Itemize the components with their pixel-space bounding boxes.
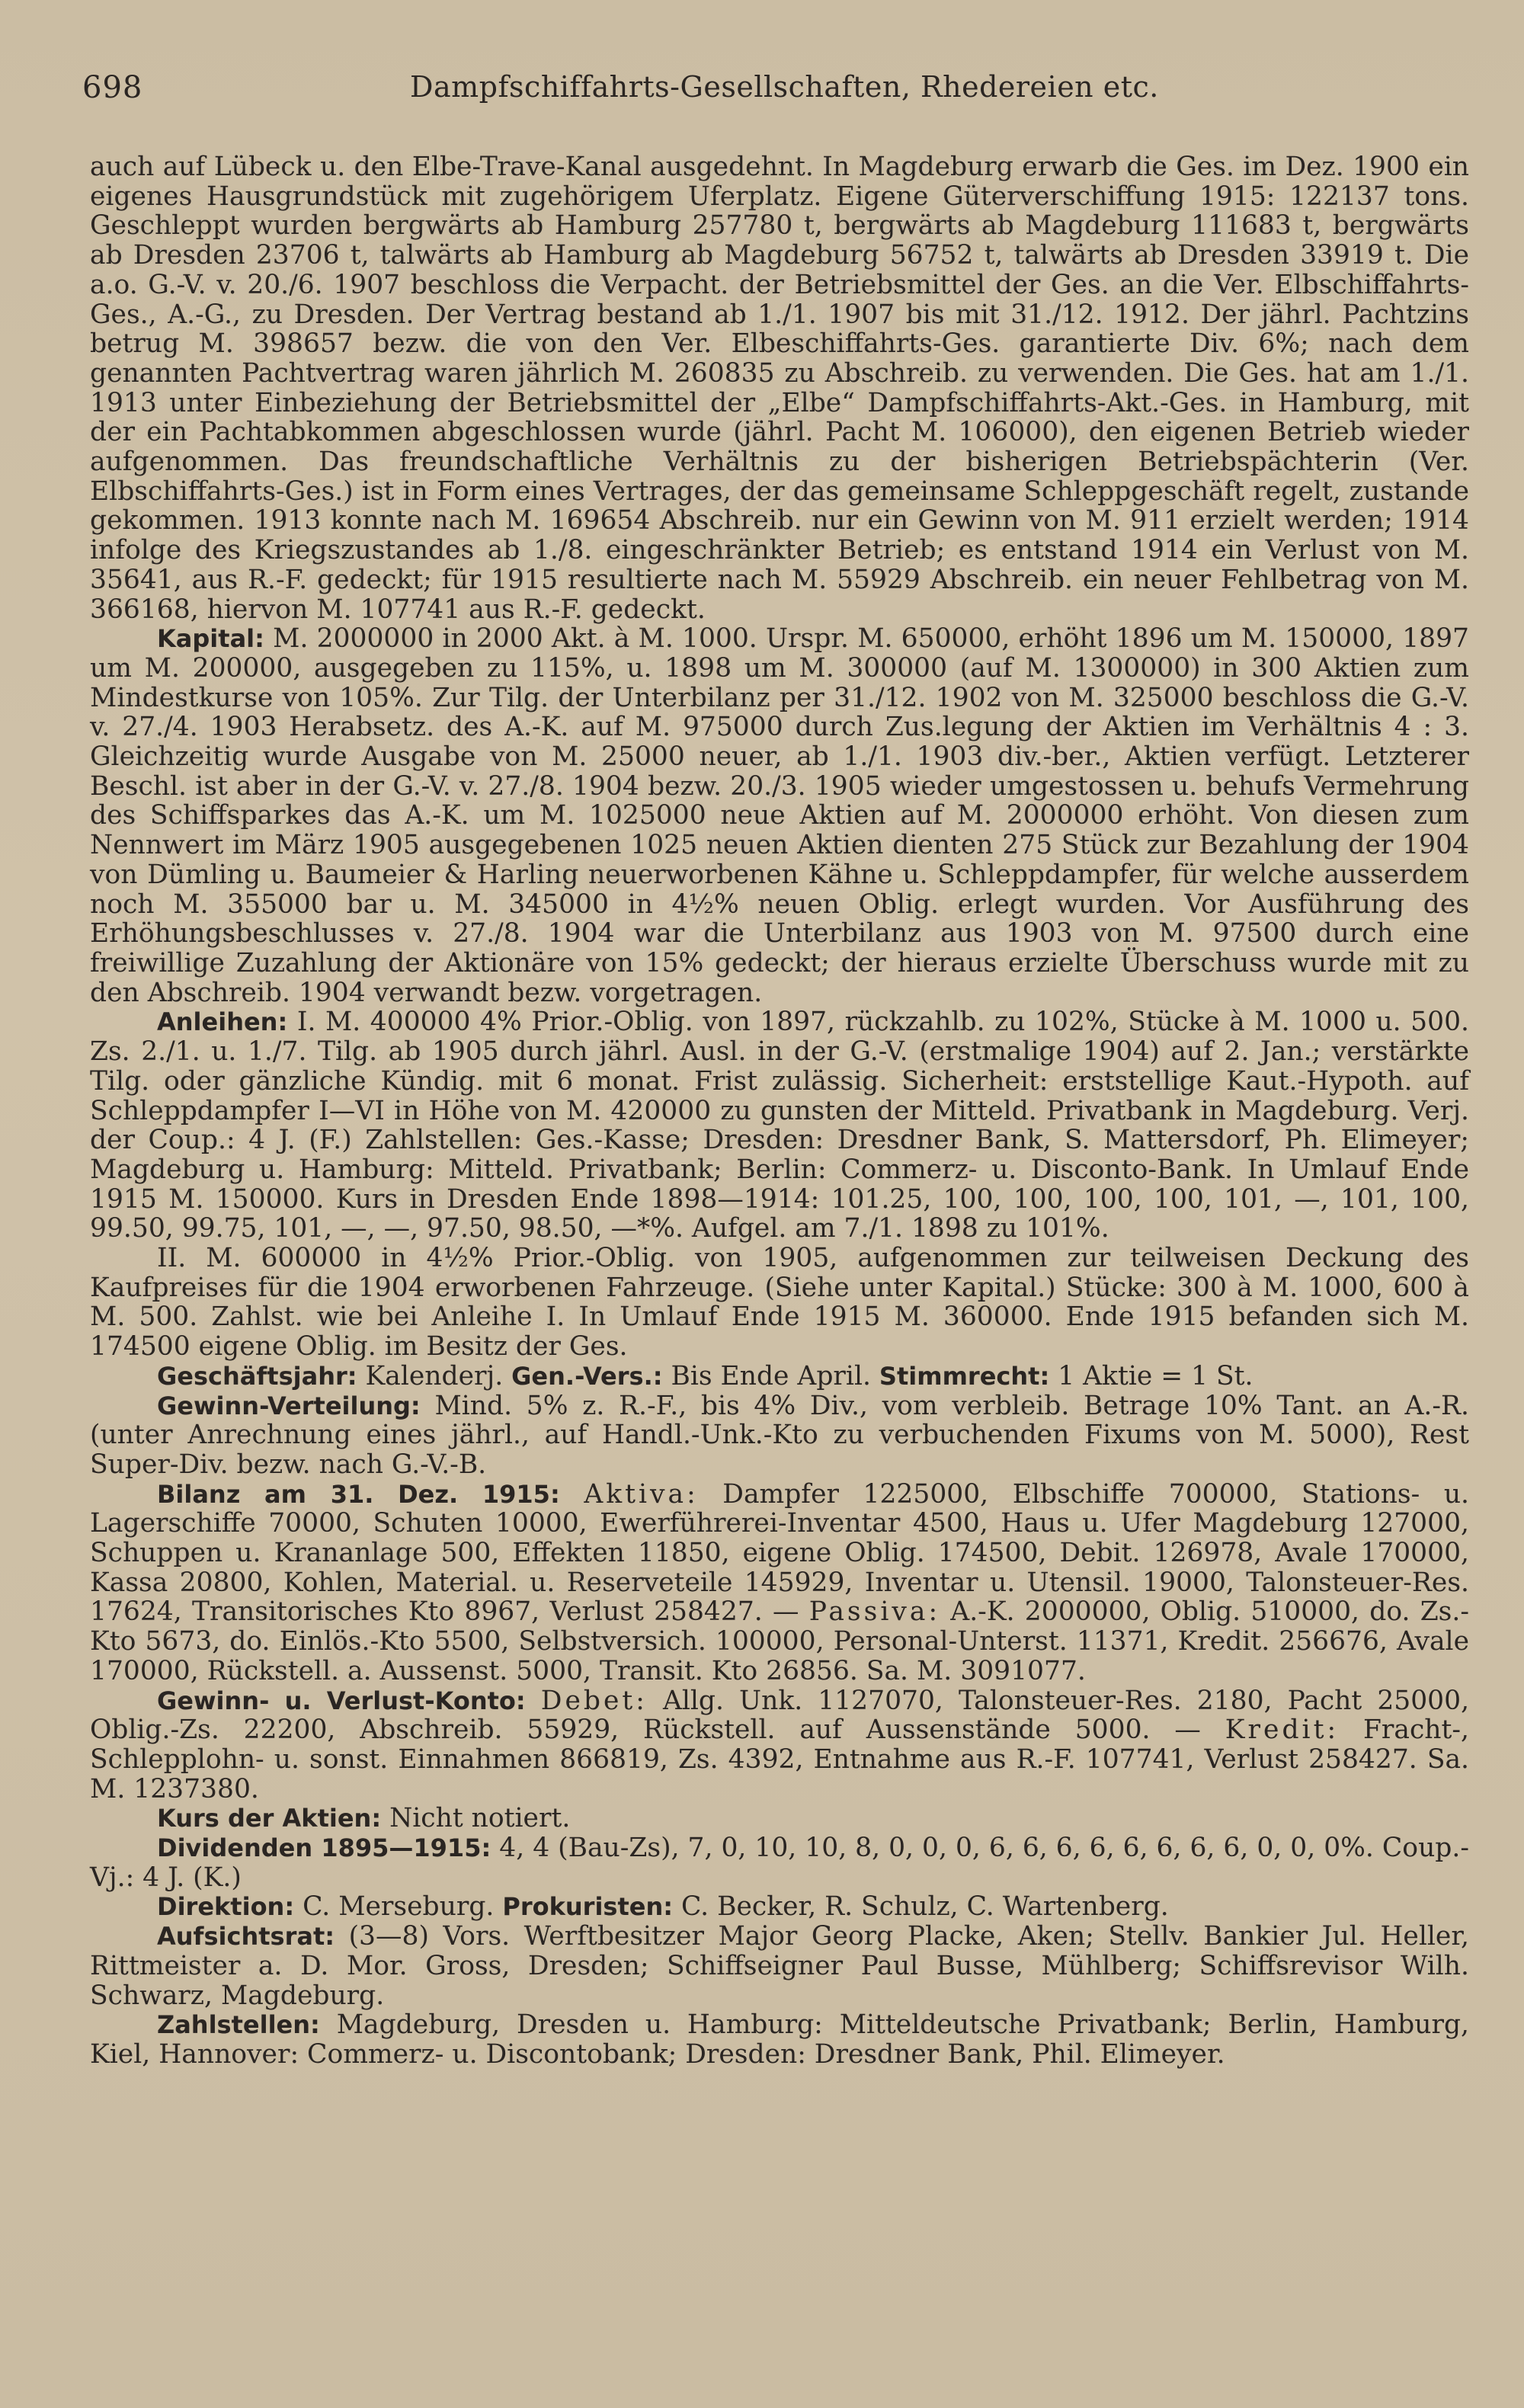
gewinnverteilung-paragraph	[90, 1391, 1469, 1480]
geschaeftsjahr-text: Kalenderj.	[365, 1360, 504, 1391]
kapital-label: Kapital:	[157, 624, 264, 654]
anleihen-text: I. M. 400000 4% Prior.-Oblig. von 1897, rückzahlb. zu 102%, Stücke à M. 1000 u. 500. Zs. 2./1. u. 1./7. Tilg. ab 1905 durch jährl. Ausl. in der G.-V. (erstmalige 1904) auf 2. Jan.; verstärkte Tilg. oder gänzliche Kündig. mit 6 monat. Frist zulässig. Sicherheit: erststellige Kaut.-Hypoth. auf Schleppdampfer I—VI in Höhe von M. 420000 zu gunsten der Mitteld. Privatbank in Magdeburg. Verj. der Coup.: 4 J. (F.) Zahlstellen: Ges.-Kasse; Dresden: Dresdner Bank, S. Mattersdorf, Ph. Elimeyer; Magdeburg u. Hamburg: Mitteld. Privatbank; Berlin: Commerz- u. Disconto-Bank. In Umlauf Ende 1915 M. 150000. Kurs in Dresden Ende 1898—1914: 101.25, 100, 100, 100, 100, 101, —, 101, 100, 99.50, 99.75, 101, —, —, 97.50, 98.50, —*%. Aufgel. am 7./1. 1898 zu 101%.	[90, 1007, 1469, 1244]
geschaeftsjahr-paragraph	[90, 1362, 1469, 1391]
gewinnverteilung-text: Mind. 5% z. R.-F., bis 4% Div., vom verbleib. Betrage 10% Tant. an A.-R. (unter Anrechnung eines jährl., auf Handl.-Unk.-Kto zu verbuchenden Fixums von M. 5000), Rest Super-Div. bezw. nach G.-V.-B.	[90, 1390, 1469, 1480]
prokuristen-label: Prokuristen:	[502, 1892, 674, 1922]
page-header	[82, 70, 1454, 116]
kurs-label: Kurs der Aktien:	[157, 1804, 382, 1833]
kurs-text: Nicht notiert.	[389, 1803, 571, 1834]
stimmrecht-label: Stimmrecht:	[879, 1361, 1050, 1391]
kapital-text: M. 2000000 in 2000 Akt. à M. 1000. Urspr. M. 650000, erhöht 1896 um M. 150000, 1897 um M. 200000, ausgegeben zu 115%, u. 1898 um M. 300000 (auf M. 1300000) in 300 Aktien zum Mindestkurse von 105%. Zur Tilg. der Unterbilanz per 31./12. 1902 von M. 325000 beschloss die G.-V. v. 27./4. 1903 Herabsetz. des A.-K. auf M. 975000 durch Zus.legung der Aktien im Verhältnis 4 : 3. Gleichzeitig wurde Ausgabe von M. 25000 neuer, ab 1./1. 1903 div.-ber., Aktien verfügt. Letzterer Beschl. ist aber in der G.-V. v. 27./8. 1904 bezw. 20./3. 1905 wieder umgestossen u. behufs Vermehrung des Schiffsparkes das A.-K. um M. 1025000 neue Aktien auf M. 2000000 erhöht. Von diesen zum Nennwert im März 1905 ausgegebenen 1025 neuen Aktien dienten 275 Stück zur Bezahlung der 1904 von Dümling u. Baumeier & Harling neuerworbenen Kähne u. Schleppdampfer, für welche ausserdem noch M. 355000 bar u. M. 345000 in 4½% neuen Oblig. erlegt wurden. Vor Ausführung des Erhöhungsbeschlusses v. 27./8. 1904 war die Unterbilanz aus 1903 von M. 97500 durch eine freiwillige Zuzahlung der Aktionäre von 15% gedeckt; der hieraus erzielte Überschuss wurde mit zu den Abschreib. 1904 verwandt bezw. vorgetragen.	[90, 623, 1469, 1008]
stimmrecht-text: 1 Aktie = 1 St.	[1058, 1360, 1253, 1391]
kurs-paragraph	[90, 1804, 1469, 1833]
passiva-text: A.-K. 2000000, Oblig. 510000, do. Zs.-Kto 5673, do. Einlös.-Kto 5500, Selbstversich. 100000, Personal-Unterst. 11371, Kredit. 256676, Avale 170000, Rückstell. a. Aussenst. 5000, Transit. Kto 26856. Sa. M. 3091077.	[90, 1596, 1469, 1686]
geschaeftsjahr-label: Geschäftsjahr:	[157, 1361, 357, 1391]
dividenden-text: 4, 4 (Bau-Zs), 7, 0, 10, 10, 8, 0, 0, 0, 6, 6, 6, 6, 6, 6, 6, 6, 0, 0, 0%. Coup.-Vj.: 4 J. (K.)	[90, 1833, 1470, 1893]
dividenden-paragraph	[90, 1833, 1469, 1892]
direktion-text: C. Merseburg.	[303, 1891, 495, 1923]
kredit-label: Kredit:	[1225, 1715, 1340, 1746]
passiva-label: Passiva:	[808, 1596, 941, 1628]
aktiva-text: Dampfer 1225000, Elbschiffe 700000, Stations- u. Lagerschiffe 70000, Schuten 10000, Ewerführerei-Inventar 4500, Haus u. Ufer Magdeburg 127000, Schuppen u. Krananlage 500, Effekten 11850, eigene Oblig. 174500, Debit. 126978, Avale 170000, Kassa 20800, Kohlen, Material. u. Reserveteile 145929, Inventar u. Utensil. 19000, Talonsteuer-Res. 17624, Transitorisches Kto 8967, Verlust 258427. —	[90, 1478, 1470, 1628]
debet-label: Debet:	[540, 1685, 648, 1716]
gewinnkonto-paragraph	[90, 1686, 1469, 1804]
running-title: Dampfschiffahrts-Gesellschaften, Rhedereien etc.	[410, 70, 1159, 104]
zahlstellen-label: Zahlstellen:	[157, 2010, 320, 2040]
direktion-paragraph	[90, 1892, 1469, 1922]
gewinnverteilung-label: Gewinn-Verteilung:	[157, 1391, 421, 1420]
anleihen-paragraph	[90, 1007, 1469, 1244]
aufsichtsrat-paragraph	[90, 1922, 1469, 2010]
kapital-paragraph	[90, 624, 1469, 1007]
direktion-label: Direktion:	[157, 1892, 295, 1922]
kredit-text: Fracht-, Schlepplohn- u. sonst. Einnahmen 866819, Zs. 4392, Entnahme aus R.-F. 107741, Verlust 258427. Sa. M. 1237380.	[90, 1715, 1469, 1804]
dividenden-label: Dividenden 1895—1915:	[157, 1833, 491, 1863]
zahlstellen-text: Magdeburg, Dresden u. Hamburg: Mitteldeutsche Privatbank; Berlin, Hamburg, Kiel, Hannover: Commerz- u. Discontobank; Dresden: Dresdner Bank, Phil. Elimeyer.	[90, 2009, 1470, 2070]
page-number: 698	[82, 70, 143, 105]
anleihe-ii-paragraph: II. M. 600000 in 4½% Prior.-Oblig. von 1905, aufgenommen zur teilweisen Deckung des Kaufpreises für die 1904 erworbenen Fahrzeuge. (Siehe unter Kapital.) Stücke: 300 à M. 1000, 600 à M. 500. Zahlst. wie bei Anleihe I. In Umlauf Ende 1915 M. 360000. Ende 1915 befanden sich M. 174500 eigene Oblig. im Besitz der Ges.	[90, 1243, 1469, 1363]
gen-vers-label: Gen.-Vers.:	[511, 1361, 663, 1391]
aufsichtsrat-text: (3—8) Vors. Werftbesitzer Major Georg Placke, Aken; Stellv. Bankier Jul. Heller, Rittmeister a. D. Mor. Gross, Dresden; Schiffseigner Paul Busse, Mühlberg; Schiffsrevisor Wilh. Schwarz, Magdeburg.	[90, 1921, 1469, 2011]
intro-paragraph: auch auf Lübeck u. den Elbe-Trave-Kanal ausgedehnt. In Magdeburg erwarb die Ges. im Dez. 1900 ein eigenes Hausgrundstück mit zugehörigem Uferplatz. Eigene Güterverschiffung 1915: 122137 tons. Geschleppt wurden bergwärts ab Hamburg 257780 t, bergwärts ab Magdeburg 111683 t, bergwärts ab Dresden 23706 t, talwärts ab Hamburg ab Magdeburg 56752 t, talwärts ab Dresden 33919 t. Die a.o. G.-V. v. 20./6. 1907 beschloss die Verpacht. der Betriebsmittel der Ges. an die Ver. Elbschiffahrts-Ges., A.-G., zu Dresden. Der Vertrag bestand ab 1./1. 1907 bis mit 31./12. 1912. Der jährl. Pachtzins betrug M. 398657 bezw. die von den Ver. Elbeschiffahrts-Ges. garantierte Div. 6%; nach dem genannten Pachtvertrag waren jährlich M. 260835 zu Abschreib. zu verwenden. Die Ges. hat am 1./1. 1913 unter Einbeziehung der Betriebsmittel der „Elbe“ Dampfschiffahrts-Akt.-Ges. in Hamburg, mit der ein Pachtabkommen abgeschlossen wurde (jährl. Pacht M. 106000), den eigenen Betrieb wieder aufgenommen. Das freundschaftliche Verhältnis zu der bisherigen Betriebspächterin (Ver. Elbschiffahrts-Ges.) ist in Form eines Vertrages, der das gemeinsame Schleppgeschäft regelt, zustande gekommen. 1913 konnte nach M. 169654 Abschreib. nur ein Gewinn von M. 911 erzielt werden; 1914 infolge des Kriegszustandes ab 1./8. eingeschränkter Betrieb; es entstand 1914 ein Verlust von M. 35641, aus R.-F. gedeckt; für 1915 resultierte nach M. 55929 Abschreib. ein neuer Fehlbetrag von M. 366168, hiervon M. 107741 aus R.-F. gedeckt.	[90, 152, 1469, 625]
anleihen-label: Anleihen:	[157, 1007, 288, 1037]
company-entry-text	[90, 152, 1469, 2070]
bilanz-paragraph	[90, 1480, 1469, 1686]
prokuristen-text: C. Becker, R. Schulz, C. Wartenberg.	[681, 1891, 1169, 1923]
gewinnkonto-label: Gewinn- u. Verlust-Konto:	[157, 1686, 526, 1715]
gen-vers-text: Bis Ende April.	[671, 1360, 871, 1391]
aktiva-label: Aktiva:	[584, 1478, 699, 1510]
bilanz-label: Bilanz am 31. Dez. 1915:	[157, 1479, 560, 1509]
debet-text: Allg. Unk. 1127070, Talonsteuer-Res. 2180, Pacht 25000, Oblig.-Zs. 22200, Abschreib. 55929, Rückstell. auf Aussenstände 5000. —	[90, 1685, 1470, 1746]
aufsichtsrat-label: Aufsichtsrat:	[157, 1922, 335, 1952]
zahlstellen-paragraph	[90, 2010, 1469, 2069]
